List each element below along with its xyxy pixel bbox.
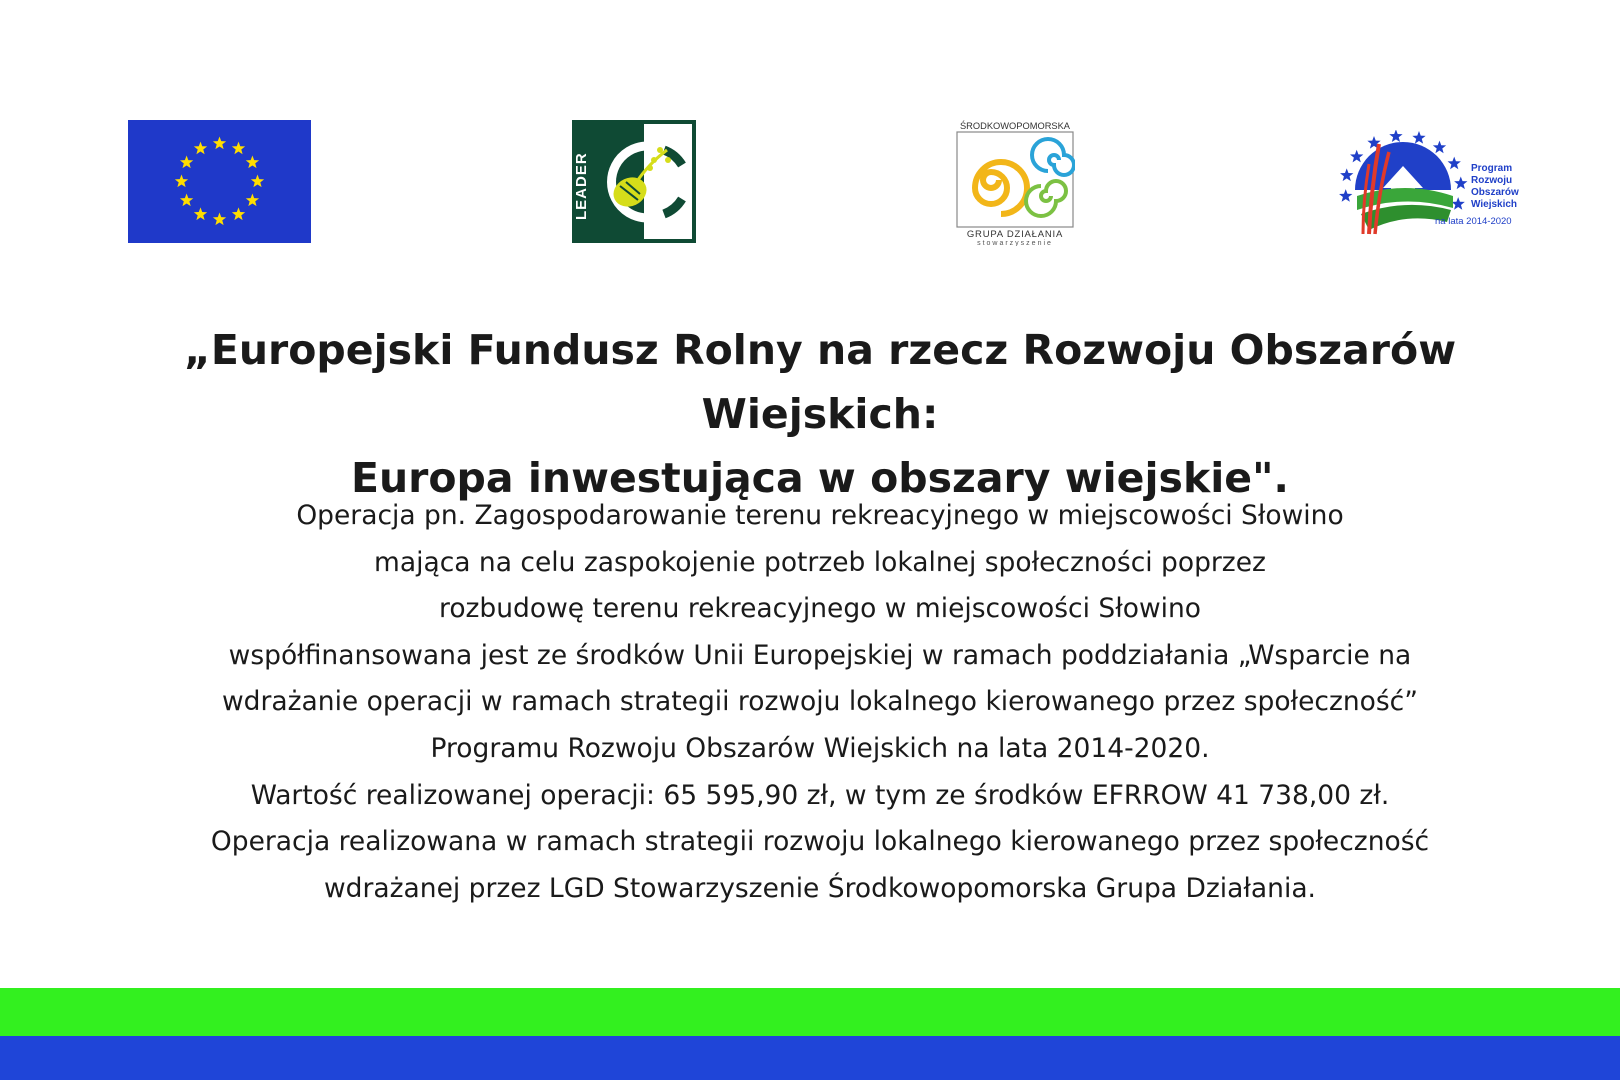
body-line: mająca na celu zaspokojenie potrzeb lokalnej społeczności poprzez (374, 546, 1266, 578)
prow-line-2: Rozwoju (1471, 175, 1513, 186)
green-stripe (0, 988, 1620, 1036)
body-line: Programu Rozwoju Obszarów Wiejskich na lata 2014-2020. (430, 732, 1210, 764)
prow-star (1412, 131, 1425, 144)
prow-logo (1335, 130, 1525, 242)
prow-star (1389, 130, 1402, 142)
prow-line-4: Wiejskich (1471, 199, 1518, 210)
prow-star (1448, 157, 1461, 170)
eu-flag-logo (128, 120, 311, 243)
blue-stripe (0, 1036, 1620, 1080)
body-line: rozbudowę terenu rekreacyjnego w miejscowości Słowino (439, 593, 1201, 625)
prow-star (1454, 176, 1467, 189)
prow-star (1452, 197, 1465, 210)
prow-line-3: Obszarów (1471, 187, 1519, 198)
prow-line-1: Program (1471, 163, 1513, 174)
body-line: Wartość realizowanej operacji: 65 595,90 zł, w tym ze środków EFRROW 41 738,00 zł. (250, 779, 1390, 811)
prow-star (1340, 168, 1353, 181)
body-line: Operacja realizowana w ramach strategii rozwoju lokalnego kierowanego przez społeczność (210, 826, 1430, 858)
page-title (60, 318, 1580, 510)
leader-wordmark: LEADER (573, 152, 590, 220)
body-line: wdrażanej przez LGD Stowarzyszenie Środkowopomorska Grupa Działania. (324, 872, 1316, 904)
prow-star (1433, 141, 1446, 154)
prow-star (1339, 189, 1352, 202)
prow-star (1350, 150, 1363, 163)
sgd-top-text: ŚRODKOWOPOMORSKA (959, 121, 1071, 131)
sgd-bottom-text: GRUPA DZIAŁANIA (966, 229, 1064, 240)
sgd-sub-text: stowarzyszenie (977, 240, 1053, 246)
body-line: współfinansowana jest ze środków Unii Europejskiej w ramach poddziałania „Wsparcie na (228, 639, 1412, 671)
sgd-logo (955, 118, 1075, 246)
leader-logo (572, 120, 696, 243)
prow-period: na lata 2014-2020 (1435, 216, 1512, 227)
title-line-1: „Europejski Fundusz Rolny na rzecz Rozwoju Obszarów Wiejskich: (183, 326, 1457, 438)
body-line: wdrażanie operacji w ramach strategii rozwoju lokalnego kierowanego przez społeczność” (222, 686, 1418, 718)
title-line-2: Europa inwestująca w obszary wiejskie". (350, 454, 1290, 502)
operation-description (120, 493, 1520, 912)
body-line: Operacja pn. Zagospodarowanie terenu rekreacyjnego w miejscowości Słowino (296, 500, 1344, 531)
